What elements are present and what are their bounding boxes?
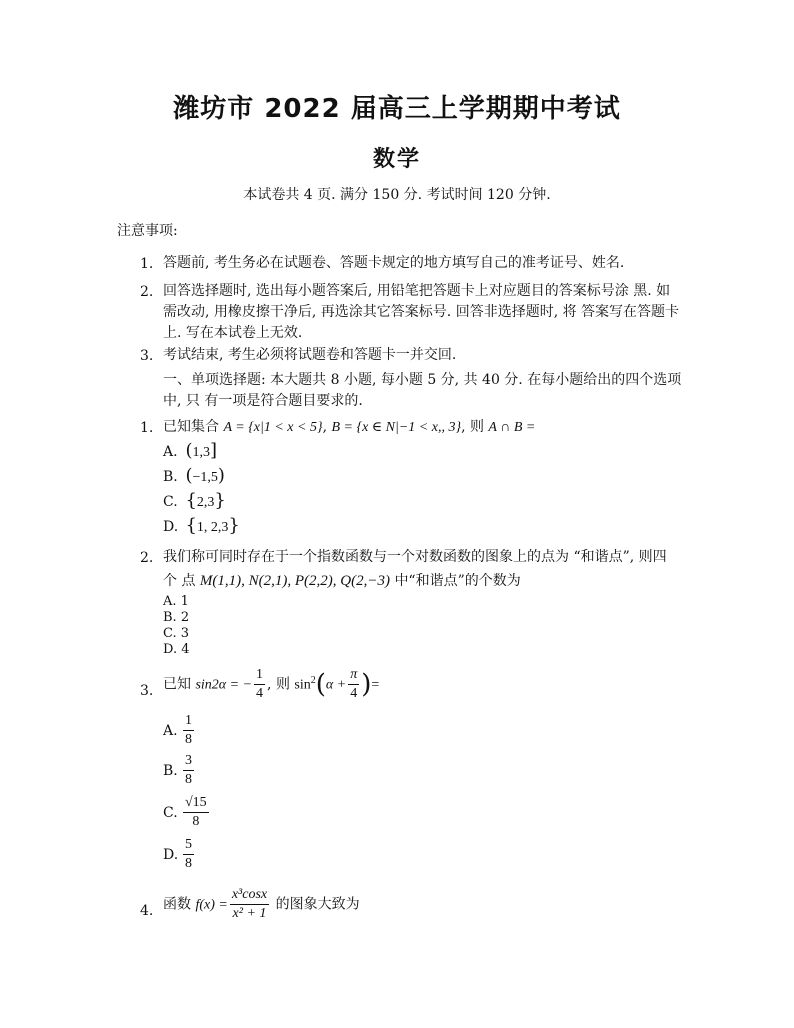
given-expression: sin2α = −: [195, 677, 253, 693]
option-label: A.: [163, 444, 178, 460]
option-label: B.: [163, 610, 177, 625]
fraction-numerator: √15: [183, 794, 209, 813]
option-c: [163, 626, 189, 641]
function-name: f(x) =: [195, 897, 228, 913]
right-paren-icon: ): [361, 669, 372, 700]
stem-text: 的图象大致为: [275, 896, 360, 913]
option-label: C.: [163, 804, 178, 821]
given-fraction: [254, 666, 265, 703]
option-label: C.: [163, 494, 178, 510]
option-d: [163, 642, 190, 657]
stem-text: , 则: [461, 419, 484, 435]
option-label: A.: [163, 594, 177, 609]
option-fraction: [183, 752, 194, 789]
question-3-stem: [163, 666, 723, 703]
note-number: 2.: [140, 284, 154, 300]
question-number: 4.: [140, 903, 154, 919]
option-a: [163, 440, 217, 461]
option-a: [163, 712, 196, 749]
note-number: 3.: [140, 348, 154, 364]
comma: ,: [322, 419, 328, 435]
option-fraction: [183, 794, 209, 831]
fraction-numerator: 3: [183, 752, 194, 771]
question-number: 2.: [140, 550, 154, 566]
exam-subject: 数学: [372, 147, 421, 172]
fraction-numerator: π: [348, 666, 359, 685]
question-number: 1.: [140, 420, 154, 436]
interval-right-bracket: ]: [209, 440, 218, 461]
note-text: 回答选择题时, 选出每小题答案后, 用铅笔把答题卡上对应题目的答案标号涂 黑. 如需改动, 用橡皮擦干净后, 再选涂其它答案标号. 回答非选择题时, 将 答案写在答题卡上. 写在本试卷上无效.: [163, 283, 680, 341]
option-d: [163, 836, 196, 873]
fraction-denominator: 4: [256, 686, 264, 701]
option-label: D.: [163, 642, 178, 657]
option-fraction: [183, 836, 194, 873]
question-number: 3.: [140, 683, 154, 699]
intersection-expression: A ∩ B =: [488, 420, 536, 435]
fraction-numerator: 5: [183, 836, 194, 855]
option-a: [163, 594, 189, 609]
pi-fraction: [348, 666, 359, 703]
option-fraction: [183, 712, 194, 749]
option-value: 3: [180, 626, 190, 641]
question-2-line-1: 我们称可同时存在于一个指数函数与一个对数函数的图象上的点为 “和谐点”, 则四: [163, 549, 667, 565]
fraction-denominator: 8: [185, 772, 192, 787]
fraction-numerator: 1: [254, 666, 265, 685]
fraction-denominator: 8: [185, 732, 192, 747]
fraction-denominator: 4: [350, 686, 358, 701]
option-value: −1,5: [192, 470, 218, 485]
note-text: 答题前, 考生务必在试题卷、答题卡规定的地方填写自己的准考证号、姓名.: [163, 255, 625, 271]
question-4-stem: [163, 886, 723, 923]
stem-text: 个 点: [163, 573, 196, 589]
option-value: 2: [180, 610, 190, 625]
interval-left-bracket: (: [185, 465, 193, 486]
note-text: 考试结束, 考生必须将试题卷和答题卡一并交回.: [163, 347, 457, 363]
option-d: [163, 515, 240, 536]
exam-info: 本试卷共 4 页. 满分 150 分. 考试时间 120 分钟.: [243, 187, 551, 203]
left-paren-icon: (: [315, 669, 326, 700]
points-expression: M(1,1), N(2,1), P(2,2), Q(2,−3): [199, 573, 390, 589]
section-instructions: 一、单项选择题: 本大题共 8 小题, 每小题 5 分, 共 40 分. 在每小题给出的四个选项中, 只 有一项是符合题目要求的.: [163, 372, 682, 409]
set-left-brace: {: [185, 490, 197, 511]
fraction-denominator: x² + 1: [232, 906, 267, 921]
option-label: A.: [163, 722, 178, 739]
stem-text: 已知: [163, 676, 191, 693]
option-label: B.: [163, 469, 178, 485]
stem-text: , 则: [267, 676, 290, 693]
note-number: 1.: [140, 256, 154, 272]
exponent: 2: [310, 674, 316, 686]
option-label: D.: [163, 519, 179, 535]
option-label: B.: [163, 762, 178, 779]
stem-text: 已知集合: [163, 419, 219, 435]
option-label: D.: [163, 846, 179, 863]
option-b: [163, 752, 196, 789]
alpha-plus: α +: [325, 677, 347, 693]
option-b: [163, 610, 189, 625]
interval-right-bracket: ): [217, 465, 225, 486]
notes-heading: 注意事项:: [117, 223, 178, 239]
option-value: 4: [181, 642, 190, 657]
stem-text: 函数: [163, 896, 191, 913]
set-a-expression: A = {x|1 < x < 5}: [223, 420, 323, 435]
equals-sign: =: [371, 677, 380, 693]
option-c: [163, 794, 211, 831]
question-2-line-2: [163, 571, 723, 592]
fraction-numerator: 1: [183, 712, 194, 731]
stem-text: 中“和谐点”的个数为: [394, 573, 521, 589]
fraction-numerator: x³cosx: [230, 886, 269, 905]
option-value: 1,3: [192, 445, 210, 460]
option-b: [163, 465, 225, 486]
question-1-stem: [163, 417, 723, 438]
option-label: C.: [163, 626, 177, 641]
set-b-expression: B = {x ∈ N|−1 < x,, 3}: [331, 420, 462, 435]
exam-title: 潍坊市 2022 届高三上学期期中考试: [173, 94, 621, 124]
sin-function: sin: [294, 677, 311, 693]
set-right-brace: }: [228, 515, 240, 536]
function-fraction: [230, 886, 269, 923]
option-value: 1, 2,3: [196, 520, 229, 535]
option-value: 1: [180, 594, 189, 609]
option-value: 2,3: [196, 495, 215, 510]
set-right-brace: }: [214, 490, 226, 511]
set-left-brace: {: [185, 515, 197, 536]
option-c: [163, 490, 226, 511]
fraction-denominator: 8: [185, 856, 192, 871]
fraction-denominator: 8: [192, 814, 200, 829]
interval-left-bracket: (: [185, 440, 193, 461]
